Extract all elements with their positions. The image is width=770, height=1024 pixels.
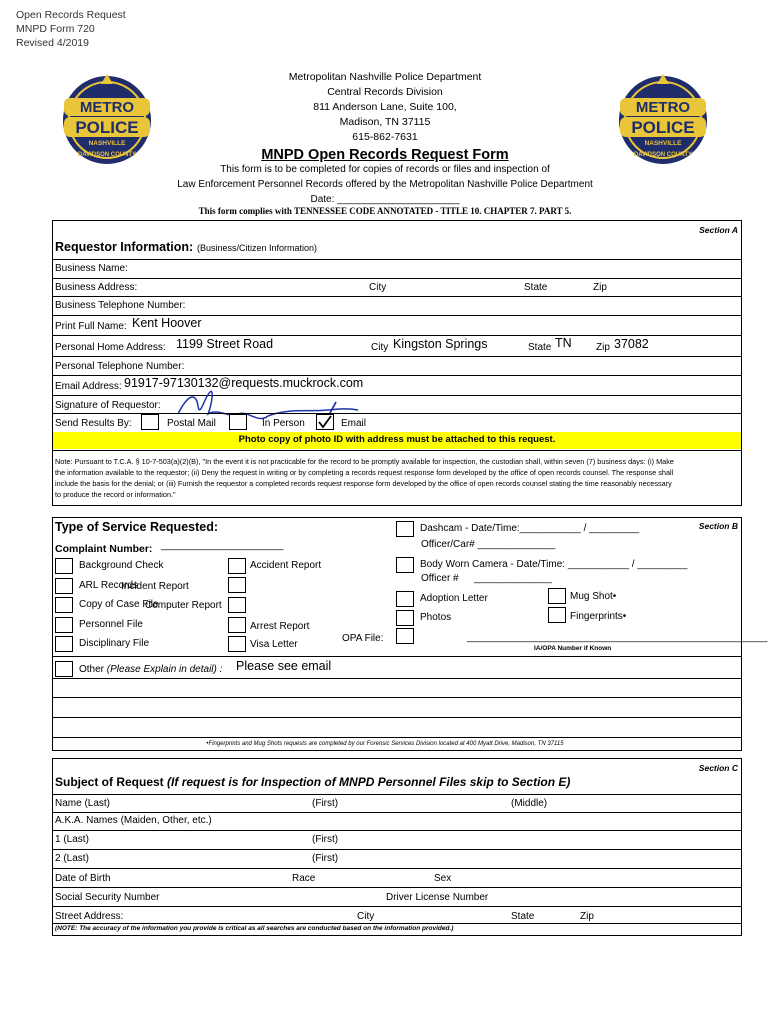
svg-text:NASHVILLE: NASHVILLE (88, 140, 126, 147)
svg-text:METRO: METRO (635, 99, 691, 116)
ssn-label: Social Security Number (55, 892, 160, 903)
description-line: Law Enforcement Personnel Records offered by the Metropolitan Nashville Police Department (177, 179, 593, 190)
requestor-heading: Requestor Information: (55, 240, 194, 254)
home-address-label: Personal Home Address: (55, 342, 166, 353)
home-address-value[interactable]: 1199 Street Road (176, 337, 274, 351)
photos-label: Photos (420, 612, 452, 623)
dob-label: Date of Birth (55, 873, 111, 884)
arl-records-checkbox[interactable] (55, 578, 73, 594)
fingerprints-label: Fingerprints• (570, 611, 627, 622)
arrest-report-label: Arrest Report (250, 621, 310, 632)
aka-1-first-label: (First) (312, 834, 339, 845)
mug-shot-label: Mug Shot• (570, 591, 617, 602)
postal-mail-checkbox[interactable] (141, 414, 159, 430)
visa-letter-label: Visa Letter (250, 639, 298, 650)
business-name-label: Business Name: (55, 263, 128, 274)
ia-opa-number-label: IA/OPA Number if Known (534, 645, 612, 652)
race-label: Race (292, 873, 316, 884)
other-checkbox[interactable] (55, 661, 73, 677)
body-cam-officer: Officer # (421, 573, 459, 584)
body-cam-label[interactable]: Body Worn Camera - Date/Time: ___________ / _________ (420, 559, 688, 570)
computer-report-checkbox[interactable] (228, 597, 246, 613)
aka-2-first-label: (First) (312, 853, 339, 864)
other-label (79, 664, 222, 675)
compliance-statement: This form complies with TENNESSEE CODE ANNOTATED - TITLE 10. CHAPTER 7. PART 5. (198, 206, 572, 216)
incident-report-label: Incident Report (121, 581, 189, 592)
send-results-label: Send Results By: (55, 418, 132, 429)
copy-case-file-checkbox[interactable] (55, 597, 73, 613)
email-label: Email Address: (55, 381, 122, 392)
other-value[interactable]: Please see email (236, 659, 332, 673)
dashcam-label[interactable]: Dashcam - Date/Time:___________ / _________ (420, 523, 640, 534)
complaint-number-field[interactable]: ______________________ (161, 540, 284, 551)
computer-report-label: Computer Report (145, 600, 222, 611)
postal-mail-label: Postal Mail (167, 418, 216, 429)
fingerprints-checkbox[interactable] (548, 607, 566, 623)
date-field[interactable]: Date: ______________________ (310, 194, 460, 205)
form-line: Open Records Request (16, 9, 126, 21)
email-option-label: Email (341, 418, 367, 429)
subject-heading-text: Subject of Request (55, 775, 164, 789)
opa-file-checkbox[interactable] (396, 628, 414, 644)
photos-checkbox[interactable] (396, 610, 414, 626)
adoption-letter-checkbox[interactable] (396, 591, 414, 607)
street-address-label: Street Address: (55, 911, 124, 922)
legal-note (55, 456, 739, 500)
svg-text:DAVIDSON COUNTY: DAVIDSON COUNTY (633, 152, 693, 158)
arl-records-label: ARL Records (79, 580, 139, 591)
aka-label: A.K.A. Names (Maiden, Other, etc.) (55, 815, 212, 826)
section-c-tag: Section C (698, 763, 738, 773)
in-person-label: In Person (262, 418, 305, 429)
accident-report-checkbox[interactable] (228, 558, 246, 574)
body-cam-officer-field[interactable]: ______________ (474, 573, 552, 584)
aka-1-last-label: 1 (Last) (55, 834, 89, 845)
home-zip-value[interactable]: 37082 (614, 337, 649, 351)
background-check-checkbox[interactable] (55, 558, 73, 574)
photo-id-notice: Photo copy of photo ID with address must be attached to this request. (53, 432, 741, 449)
arrest-report-checkbox[interactable] (228, 617, 246, 633)
form-line: Revised 4/2019 (16, 37, 89, 49)
note-line: Note: Pursuant to T.C.A. § 10-7-503(a)(2)(B), "In the event it is not practicable for the record to be promptly available for inspection, the custodian shall, within seven (7) business days: (i) Make (55, 457, 674, 466)
svg-text:POLICE: POLICE (631, 118, 695, 137)
ia-opa-number-field[interactable]: ______________________________________________________ (467, 632, 768, 643)
personnel-file-label: Personnel File (79, 619, 143, 630)
note-line: include the basis for the denial; or (iii) Furnish the requestor a completed records request response form developed by the office of open records counsel stating the time reasonably necessary (55, 479, 672, 488)
form-line: MNPD Form 720 (16, 23, 95, 35)
complaint-number-label: Complaint Number: (55, 543, 153, 555)
form-identifier (16, 8, 126, 50)
aka-2-last-label: 2 (Last) (55, 853, 89, 864)
copy-case-file-label: Copy of Case File (79, 599, 159, 610)
business-city-label: City (369, 282, 387, 293)
other-explain: (Please Explain in detail) : (106, 664, 223, 675)
body-cam-checkbox[interactable] (396, 557, 414, 573)
fingerprint-footnote: •Fingerprints and Mug Shots requests are completed by our Forensic Services Division located at 400 Myatt Drive, Madison, TN 37115 (206, 741, 564, 747)
form-title: MNPD Open Records Request Form (261, 147, 509, 163)
opa-file-label: OPA File: (342, 633, 384, 644)
name-first-label: (First) (312, 798, 339, 809)
sex-label: Sex (434, 873, 452, 884)
section-a-tag: Section A (699, 225, 738, 235)
description-line: This form is to be completed for copies of records or files and inspection of (220, 164, 550, 175)
svg-text:NASHVILLE: NASHVILLE (644, 140, 682, 147)
personal-phone-label: Personal Telephone Number: (55, 361, 185, 372)
email-value[interactable]: 91917-97130132@requests.muckrock.com (124, 376, 364, 390)
accident-report-label: Accident Report (250, 560, 322, 571)
dept-line: Central Records Division (327, 86, 443, 98)
business-phone-label: Business Telephone Number: (55, 300, 186, 311)
print-name-label: Print Full Name: (55, 321, 127, 332)
svg-text:DAVIDSON COUNTY: DAVIDSON COUNTY (77, 152, 137, 158)
requestor-heading-sub: (Business/Citizen Information) (197, 243, 318, 253)
subject-state-label: State (511, 911, 535, 922)
home-state-value[interactable]: TN (555, 336, 572, 350)
disciplinary-file-label: Disciplinary File (79, 638, 150, 649)
mug-shot-checkbox[interactable] (548, 588, 566, 604)
email-checkbox[interactable] (316, 414, 334, 430)
dept-line: 615-862-7631 (352, 131, 418, 143)
subject-city-label: City (357, 911, 375, 922)
business-state-label: State (524, 282, 548, 293)
signature-label: Signature of Requestor: (55, 400, 161, 411)
in-person-checkbox[interactable] (229, 414, 247, 430)
visa-letter-checkbox[interactable] (228, 636, 246, 652)
dashcam-checkbox[interactable] (396, 521, 414, 537)
incident-report-checkbox[interactable] (228, 577, 246, 593)
home-city-value[interactable]: Kingston Springs (393, 337, 488, 351)
personnel-file-checkbox[interactable] (55, 617, 73, 633)
subject-heading (55, 775, 570, 789)
note-line: the information available to the requestor; (ii) Deny the request in writing or by completing a records request response form developed by the office of open records counsel. The response shall (55, 468, 674, 477)
home-state-label: State (528, 342, 552, 353)
home-zip-label: Zip (596, 342, 610, 353)
business-zip-label: Zip (593, 282, 607, 293)
form-description (0, 162, 770, 207)
dept-line: Madison, TN 37115 (339, 116, 431, 128)
section-b-tag: Section B (698, 521, 738, 531)
adoption-letter-label: Adoption Letter (420, 593, 488, 604)
name-last-label: Name (Last) (55, 798, 111, 809)
home-city-label: City (371, 342, 389, 353)
disciplinary-file-checkbox[interactable] (55, 636, 73, 652)
dashcam-officer-car[interactable]: Officer/Car# ______________ (421, 539, 556, 550)
department-address (0, 70, 770, 145)
accuracy-note: (NOTE: The accuracy of the information you provide is critical as all searches are conducted based on the information provided.) (55, 925, 454, 932)
note-line: to produce the record or information." (55, 490, 176, 499)
subject-zip-label: Zip (580, 911, 594, 922)
name-middle-label: (Middle) (511, 798, 548, 809)
drivers-license-label: Driver License Number (386, 892, 489, 903)
service-heading: Type of Service Requested: (55, 520, 219, 534)
other-text: Other (79, 664, 105, 675)
checkmark-icon (317, 415, 333, 429)
svg-text:POLICE: POLICE (75, 118, 139, 137)
print-name-value[interactable]: Kent Hoover (132, 316, 202, 330)
background-check-label: Background Check (79, 560, 164, 571)
dept-line: 811 Anderson Lane, Suite 100, (313, 101, 457, 113)
business-address-label: Business Address: (55, 282, 138, 293)
svg-text:METRO: METRO (79, 99, 135, 116)
dept-line: Metropolitan Nashville Police Department (288, 71, 482, 83)
subject-heading-note: (If request is for Inspection of MNPD Personnel Files skip to Section E) (167, 775, 571, 789)
